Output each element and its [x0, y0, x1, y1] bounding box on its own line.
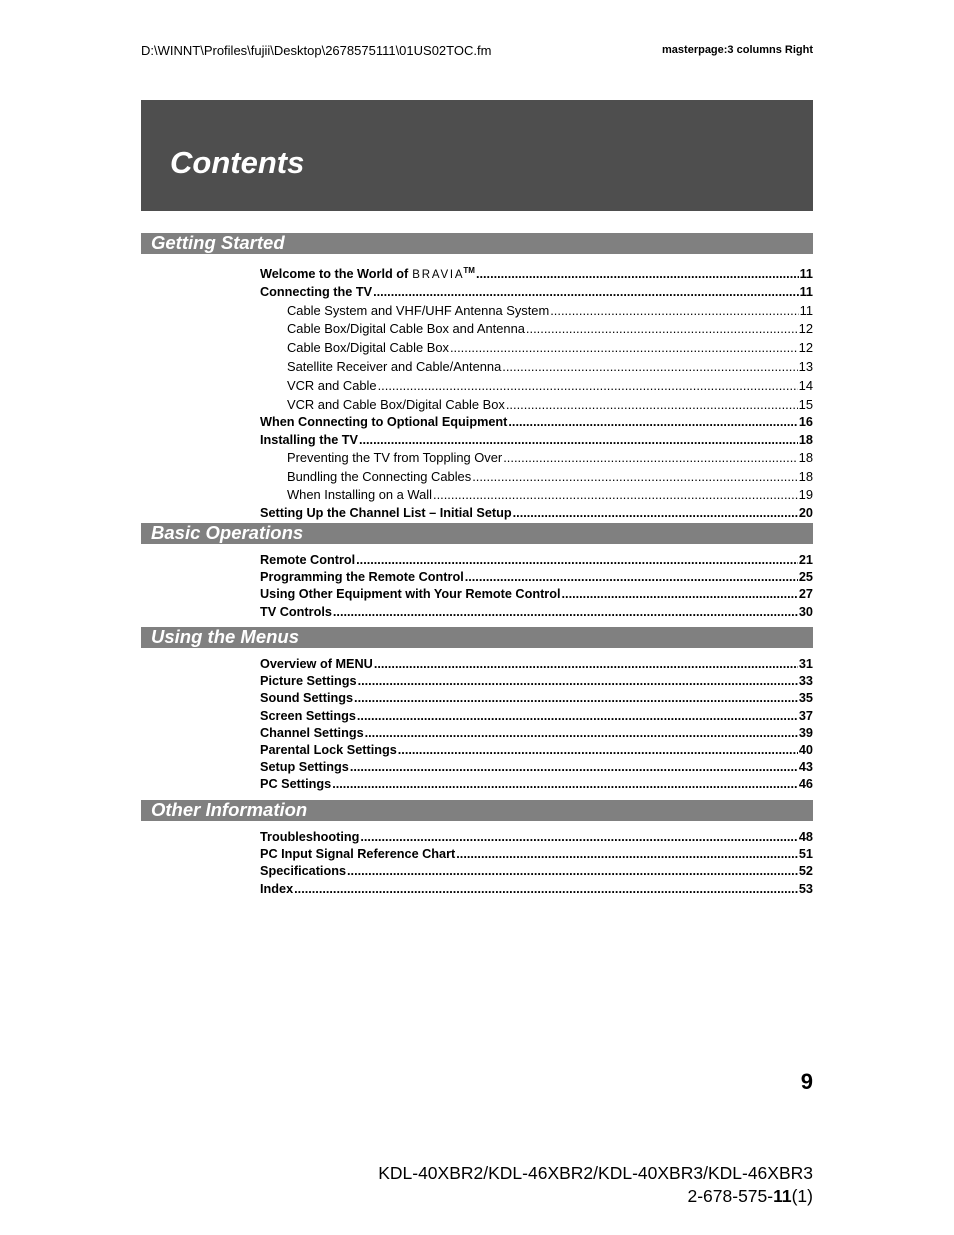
toc-entry[interactable]	[260, 262, 813, 284]
toc-entry-text: Specifications	[260, 864, 347, 879]
dot-leader	[360, 829, 798, 846]
section-title: Other Information	[151, 799, 308, 820]
document-code	[687, 1186, 813, 1207]
toc-entry-text: Sound Settings	[260, 691, 354, 706]
toc-entry-text: VCR and Cable	[287, 377, 377, 393]
toc-entry-label	[260, 759, 349, 776]
toc-entry[interactable]	[260, 863, 813, 880]
dot-leader	[332, 776, 798, 793]
dot-leader	[294, 881, 798, 898]
toc-section	[141, 233, 813, 522]
toc-entry-label	[287, 377, 377, 396]
toc-entry[interactable]	[287, 449, 813, 468]
toc-page-number: 37	[798, 708, 813, 723]
dot-leader	[357, 708, 798, 725]
toc-page-number: 35	[798, 691, 813, 706]
toc-entry-label	[260, 284, 372, 301]
toc-entry-text: When Installing on a Wall	[287, 487, 432, 503]
toc-page-number: 19	[798, 487, 813, 503]
dot-leader	[508, 414, 797, 431]
toc-entry-label	[287, 302, 549, 321]
toc-entry-label	[260, 414, 507, 431]
toc-page-number: 25	[798, 570, 813, 585]
toc-entry[interactable]	[260, 604, 813, 621]
toc-entry-text: Bundling the Connecting Cables	[287, 468, 472, 484]
toc-page-number: 16	[798, 415, 813, 430]
toc-entry-text: PC Input Signal Reference Chart	[260, 847, 456, 862]
toc-entry-label	[260, 656, 373, 673]
toc-entry-text: Screen Settings	[260, 708, 356, 723]
toc-entry[interactable]	[260, 829, 813, 846]
toc-entry-text: Using Other Equipment with Your Remote Control	[260, 587, 561, 602]
toc-entry-label	[260, 505, 512, 522]
toc-page-number: 43	[798, 760, 813, 775]
document-code-suffix: (1)	[791, 1186, 813, 1206]
toc-entry[interactable]	[260, 690, 813, 707]
toc-entry-text: PC Settings	[260, 777, 332, 792]
toc-page-number: 18	[798, 449, 813, 465]
file-path: D:\WINNT\Profiles\fujii\Desktop\2678575111\01US02TOC.fm	[141, 43, 492, 58]
toc-entry[interactable]	[287, 486, 813, 505]
dot-leader	[398, 742, 798, 759]
document-code-prefix: 2-678-575-	[687, 1186, 774, 1206]
toc-entry-label	[287, 468, 471, 487]
toc-entry-text: Cable System and VHF/UHF Antenna System	[287, 302, 550, 318]
toc-page-number: 39	[798, 725, 813, 740]
toc-entry-label	[287, 396, 505, 415]
dot-leader	[526, 320, 798, 339]
toc-entry[interactable]	[260, 759, 813, 776]
page-number: 9	[800, 1069, 813, 1094]
toc-entry-label	[260, 742, 397, 759]
section-header	[141, 523, 813, 544]
toc-page-number: 14	[798, 377, 813, 393]
toc-entry-label	[260, 569, 464, 586]
toc-entry-label	[260, 708, 356, 725]
dot-leader	[502, 358, 797, 377]
toc-entries	[141, 552, 813, 621]
toc-page-number: 15	[798, 396, 813, 412]
dot-leader	[550, 302, 798, 321]
toc-entry-text: Welcome to the World of	[260, 267, 409, 282]
toc-entry[interactable]	[260, 284, 813, 301]
toc-page-number: 33	[798, 674, 813, 689]
toc-entry-label	[260, 725, 364, 742]
toc-entry[interactable]	[260, 742, 813, 759]
dot-leader	[378, 377, 798, 396]
toc-page-number: 48	[798, 830, 813, 844]
section-header	[141, 627, 813, 648]
toc-page-number: 40	[798, 743, 813, 758]
toc-entry-label	[260, 881, 293, 898]
toc-entry-label	[260, 432, 358, 449]
dot-leader	[456, 846, 798, 863]
dot-leader	[374, 656, 798, 673]
toc-page-number: 30	[798, 604, 813, 619]
toc-page-number: 12	[798, 340, 813, 356]
toc-page-number: 11	[799, 285, 813, 300]
toc-entry[interactable]	[287, 377, 813, 396]
toc-entry[interactable]	[260, 776, 813, 793]
bravia-logo: BRAVIA	[412, 269, 465, 282]
toc-entry[interactable]	[287, 468, 813, 487]
toc-entry[interactable]	[287, 358, 813, 377]
dot-leader	[350, 759, 798, 776]
section-title: Using the Menus	[151, 626, 300, 647]
section-header	[141, 233, 813, 254]
toc-entry[interactable]	[260, 414, 813, 431]
toc-entry-label	[287, 449, 502, 468]
section-header	[141, 800, 813, 821]
toc-entry-label	[260, 673, 357, 690]
toc-page-number: 11	[799, 302, 813, 318]
dot-leader	[373, 284, 799, 301]
toc-page-number: 27	[798, 587, 813, 602]
toc-entry-label	[260, 552, 355, 569]
toc-entry-label	[287, 486, 432, 505]
toc-entries	[141, 262, 813, 522]
dot-leader	[506, 396, 798, 415]
toc-entry-text: Index	[260, 881, 294, 896]
toc-page-number: 11	[799, 267, 813, 282]
toc-entry-text: Troubleshooting	[260, 830, 360, 844]
dot-leader	[503, 449, 797, 468]
toc-entry-text: Picture Settings	[260, 674, 357, 689]
toc-page-number: 46	[798, 777, 813, 792]
toc-entry-text: Setup Settings	[260, 760, 349, 775]
toc-entry[interactable]	[260, 552, 813, 569]
toc-entry[interactable]	[287, 339, 813, 358]
section-title: Basic Operations	[151, 522, 304, 543]
toc-entry-text: Remote Control	[260, 553, 356, 567]
toc-page-number: 13	[798, 359, 813, 375]
toc-entry[interactable]	[260, 569, 813, 586]
dot-leader	[433, 486, 798, 505]
toc-entry[interactable]	[260, 432, 813, 449]
toc-entry-text: Connecting the TV	[260, 285, 373, 300]
toc-entry-text: Cable Box/Digital Cable Box	[287, 340, 449, 356]
toc-entry[interactable]	[260, 505, 813, 522]
toc-entry[interactable]	[287, 396, 813, 415]
section-title: Getting Started	[151, 232, 285, 253]
toc-page-number: 20	[798, 506, 813, 521]
toc-entry[interactable]	[260, 846, 813, 863]
toc-entry[interactable]	[287, 302, 813, 321]
toc-page-number: 31	[798, 657, 813, 671]
toc-entry-label	[260, 863, 346, 880]
dot-leader	[359, 432, 798, 449]
toc-entry-text: TV Controls	[260, 604, 332, 619]
dot-leader	[513, 505, 798, 522]
toc-entry-label	[260, 604, 332, 621]
toc-entry-text: Satellite Receiver and Cable/Antenna	[287, 359, 502, 375]
dot-leader	[450, 339, 798, 358]
toc-entry-text: When Connecting to Optional Equipment	[260, 415, 508, 430]
toc-entry-label	[260, 776, 331, 793]
toc-section	[141, 800, 813, 898]
toc-entry-text: Cable Box/Digital Cable Box and Antenna	[287, 321, 525, 337]
toc-entries	[141, 656, 813, 794]
toc-entries	[141, 829, 813, 898]
dot-leader	[347, 863, 798, 880]
toc-section	[141, 523, 813, 621]
dot-leader	[356, 552, 798, 569]
dot-leader	[465, 569, 798, 586]
contents-banner	[141, 100, 813, 211]
document-code-bold: 11	[773, 1186, 792, 1206]
dot-leader	[562, 586, 798, 603]
toc-entry-label	[260, 586, 561, 603]
model-numbers: KDL-40XBR2/KDL-46XBR2/KDL-40XBR3/KDL-46XBR3	[378, 1163, 813, 1183]
toc-entry-label	[260, 262, 475, 284]
toc-entry[interactable]	[260, 881, 813, 898]
toc-page-number: 51	[798, 847, 813, 862]
toc-entry[interactable]	[287, 320, 813, 339]
toc-entry[interactable]	[260, 673, 813, 690]
toc-entry-text: Channel Settings	[260, 725, 364, 740]
toc-page-number: 18	[798, 468, 813, 484]
toc-entry[interactable]	[260, 725, 813, 742]
toc-page-number: 18	[798, 432, 813, 447]
toc-entry-label	[287, 339, 449, 358]
dot-leader	[476, 266, 799, 283]
toc-page-number: 52	[798, 864, 813, 879]
toc-entry-text: VCR and Cable Box/Digital Cable Box	[287, 396, 505, 412]
toc-entry-label	[260, 690, 353, 707]
toc-page-number: 21	[798, 553, 813, 567]
toc-entry-text: Preventing the TV from Toppling Over	[287, 449, 503, 465]
toc-entry-text: Setting Up the Channel List – Initial Setup	[260, 506, 512, 521]
dot-leader	[472, 468, 797, 487]
toc-entry-text: Parental Lock Settings	[260, 743, 397, 758]
toc-entry-label	[287, 320, 525, 339]
dot-leader	[358, 673, 798, 690]
toc-entry[interactable]	[260, 708, 813, 725]
toc-entry-text: Installing the TV	[260, 432, 358, 447]
toc-page-number: 53	[798, 881, 813, 896]
toc-entry[interactable]	[260, 586, 813, 603]
toc-entry[interactable]	[260, 656, 813, 673]
dot-leader	[333, 604, 798, 621]
toc-entry-text: Overview of MENU	[260, 657, 373, 671]
toc-section	[141, 627, 813, 794]
toc-entry-label	[260, 829, 359, 846]
masterpage-label: masterpage:3 columns Right	[662, 44, 813, 56]
trademark-mark: TM	[463, 266, 475, 275]
page-title: Contents	[170, 145, 305, 180]
toc-entry-label	[260, 846, 455, 863]
dot-leader	[365, 725, 798, 742]
toc-entry-label	[287, 358, 501, 377]
dot-leader	[354, 690, 798, 707]
toc-page-number: 12	[798, 321, 813, 337]
toc-entry-text: Programming the Remote Control	[260, 570, 464, 585]
